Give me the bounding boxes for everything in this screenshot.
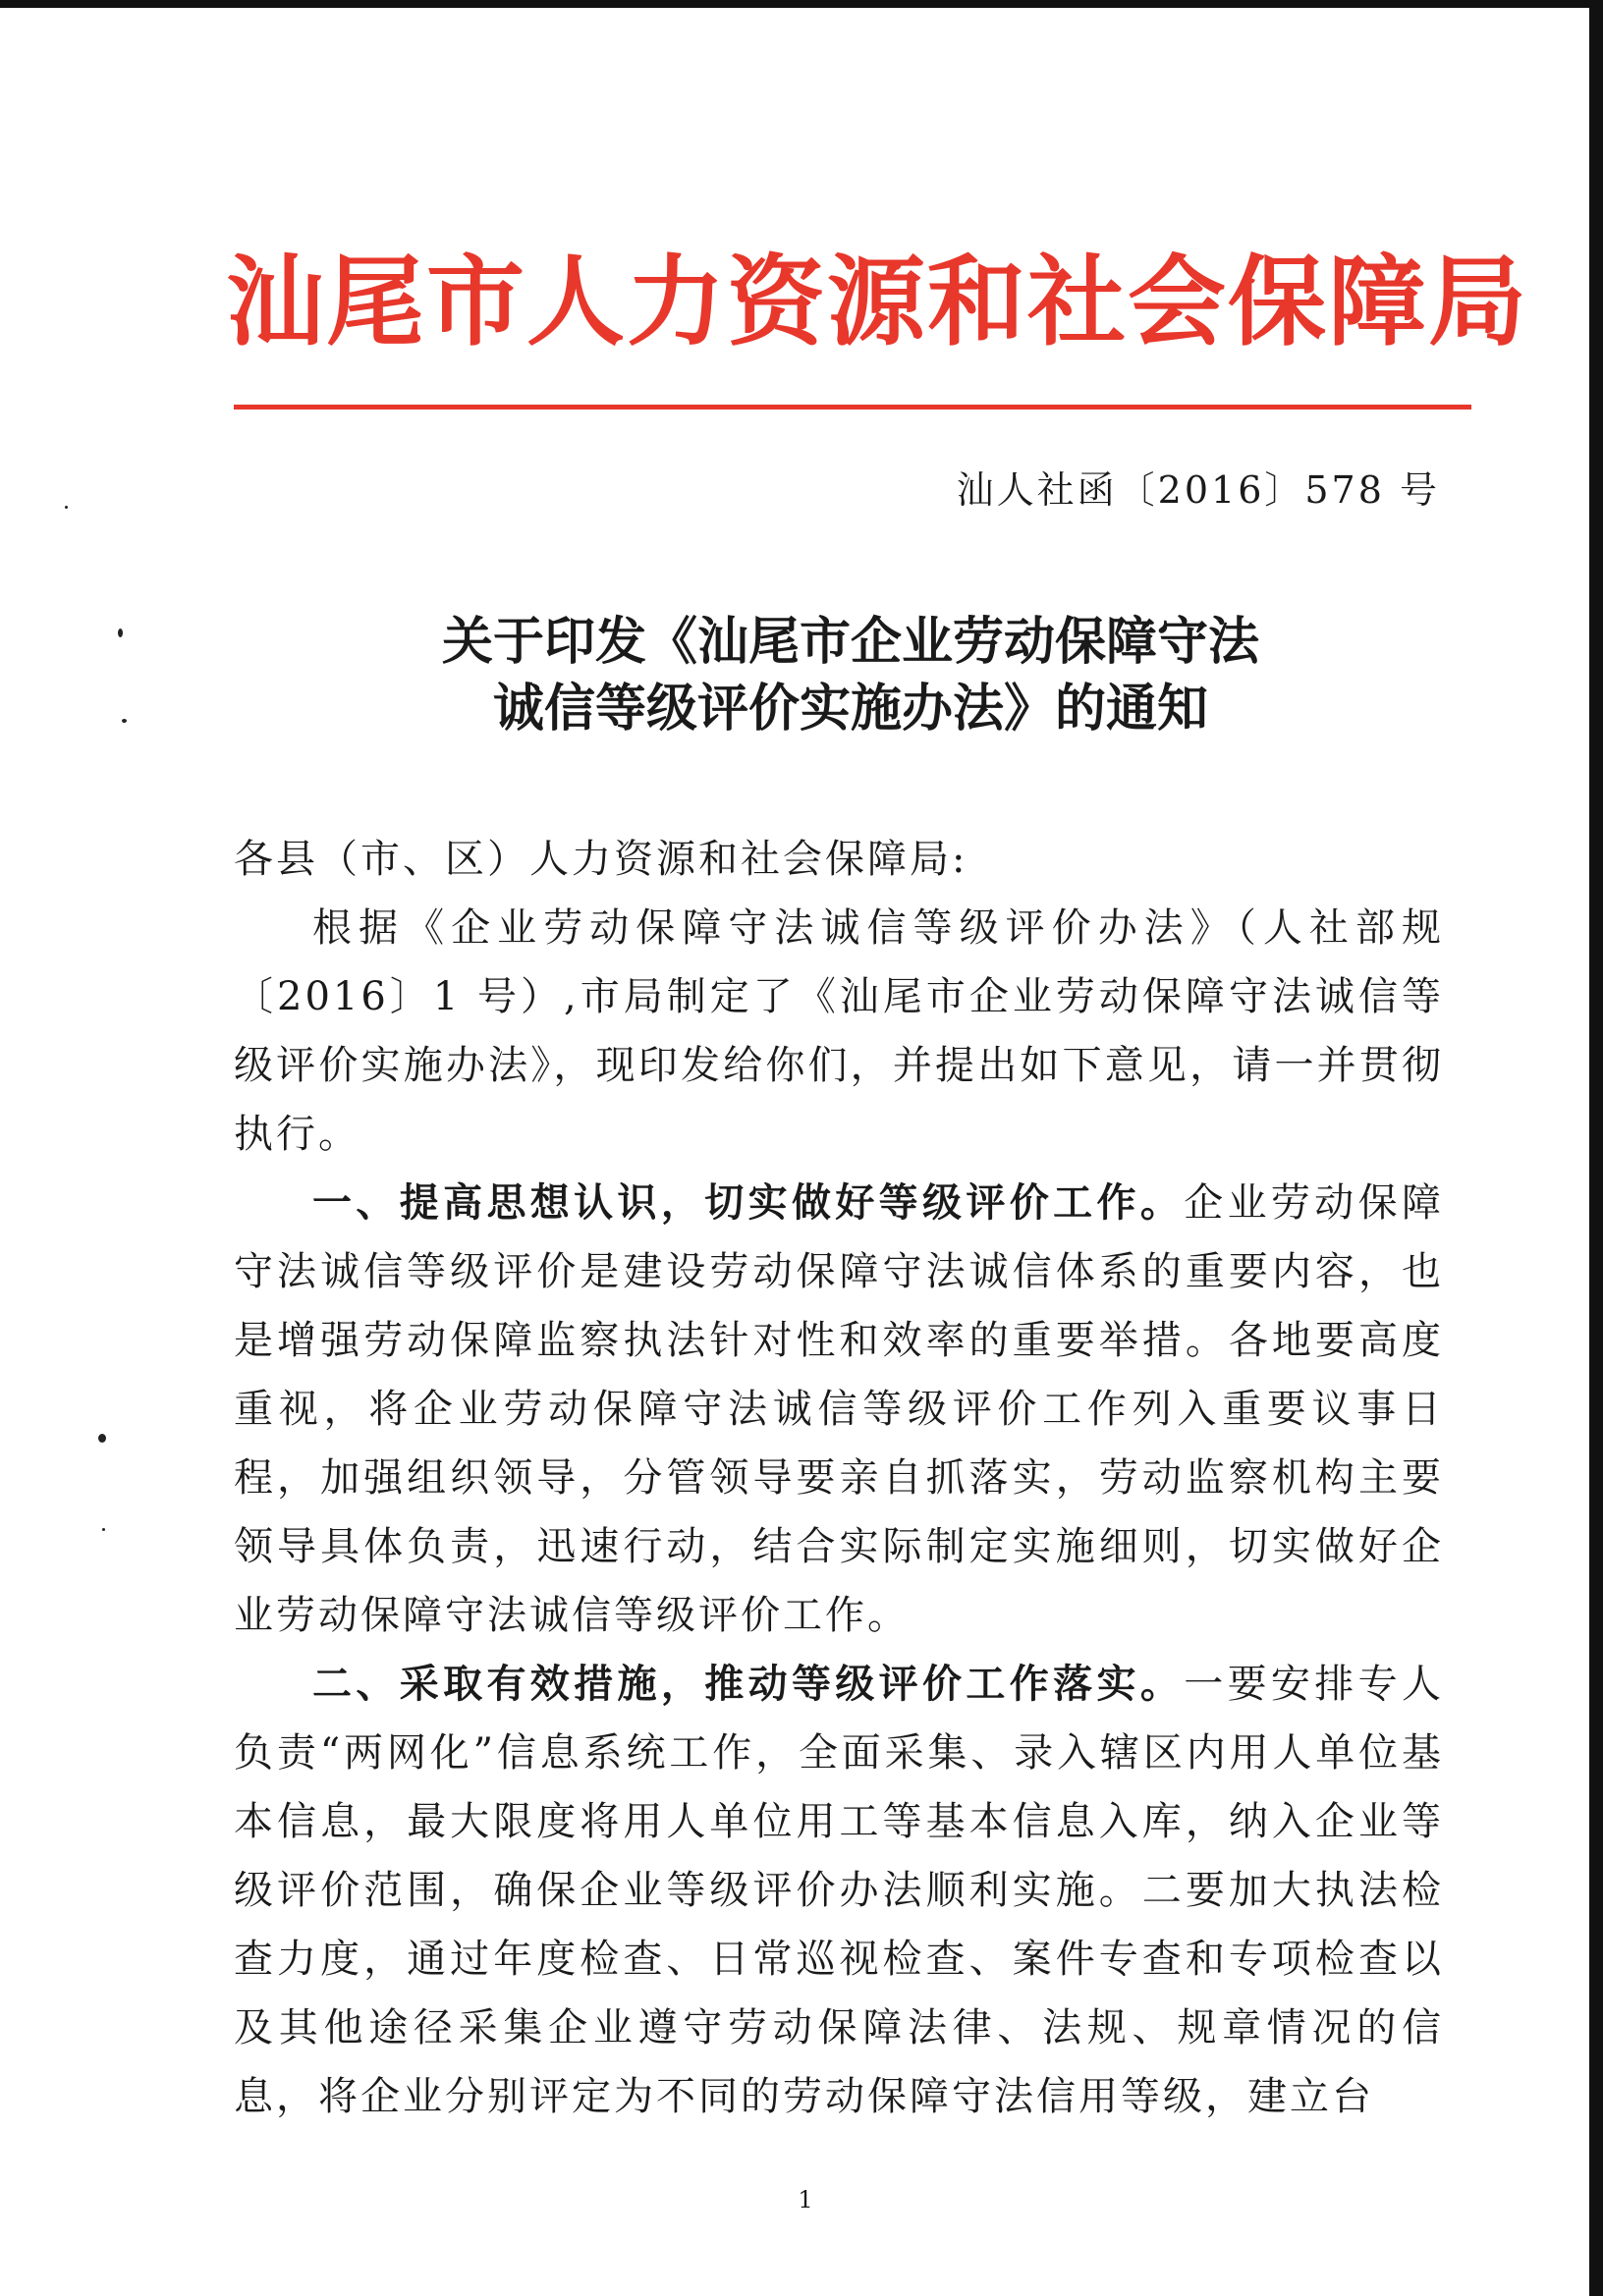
top-scan-border xyxy=(0,0,1603,8)
scan-speck xyxy=(118,629,123,637)
paragraph-section-2 xyxy=(234,1650,1444,2131)
scan-speck xyxy=(98,1434,106,1443)
section-1-text: 企业劳动保障守法诚信等级评价是建设劳动保障守法诚信体系的重要内容，也是增强劳动保障监察执法针对性和效率的重要举措。各地要高度重视，将企业劳动保障守法诚信等级评价工作列入重要议事日程，加强组织领导，分管领导要亲自抓落实，劳动监察机构主要领导具体负责，迅速行动，结合实际制定实施细则，切实做好企业劳动保障守法诚信等级评价工作。 xyxy=(234,1180,1445,1638)
paragraph-intro xyxy=(234,894,1444,1169)
document-body xyxy=(234,825,1444,2131)
document-number: 汕人社函〔2016〕578 号 xyxy=(956,468,1440,512)
document-title-line-1: 关于印发《汕尾市企业劳动保障守法 xyxy=(441,612,1259,672)
paragraph-section-1 xyxy=(234,1169,1444,1650)
right-scan-border xyxy=(1589,0,1603,2296)
addressee: 各县（市、区）人力资源和社会保障局: xyxy=(234,837,968,882)
scan-speck xyxy=(122,719,127,723)
letterhead-title: 汕尾市人力资源和社会保障局 xyxy=(226,244,1528,359)
section-2-heading: 二、采取有效措施，推动等级评价工作落实。 xyxy=(312,1661,1185,1707)
document-title-line-2: 诚信等级评价实施办法》的通知 xyxy=(492,679,1208,738)
document-title xyxy=(232,609,1469,742)
section-1-heading: 一、提高思想认识，切实做好等级评价工作。 xyxy=(312,1179,1185,1226)
letterhead-red-rule xyxy=(234,405,1471,410)
section-2-text: 一要安排专人负责“两网化”信息系统工作，全面采集、录入辖区内用人单位基本信息，最大限度将用人单位用工等基本信息入库，纳入企业等级评价范围，确保企业等级评价办法顺利实施。二要加大执法检查力度，通过年度检查、日常巡视检查、案件专查和专项检查以及其他途径采集企业遵守劳动保障法律、法规、规章情况的信息，将企业分别评定为不同的劳动保障守法信用等级，建立台 xyxy=(234,1662,1445,2119)
scan-speck xyxy=(65,506,68,509)
scan-speck xyxy=(102,1528,105,1531)
page-number: 1 xyxy=(798,2186,813,2214)
paragraph-intro-text: 根据《企业劳动保障守法诚信等级评价办法》（人社部规〔2016〕1 号）,市局制定了《汕尾市企业劳动保障守法诚信等级评价实施办法》，现印发给你们，并提出如下意见，请一并贯彻执行。 xyxy=(234,905,1444,1157)
